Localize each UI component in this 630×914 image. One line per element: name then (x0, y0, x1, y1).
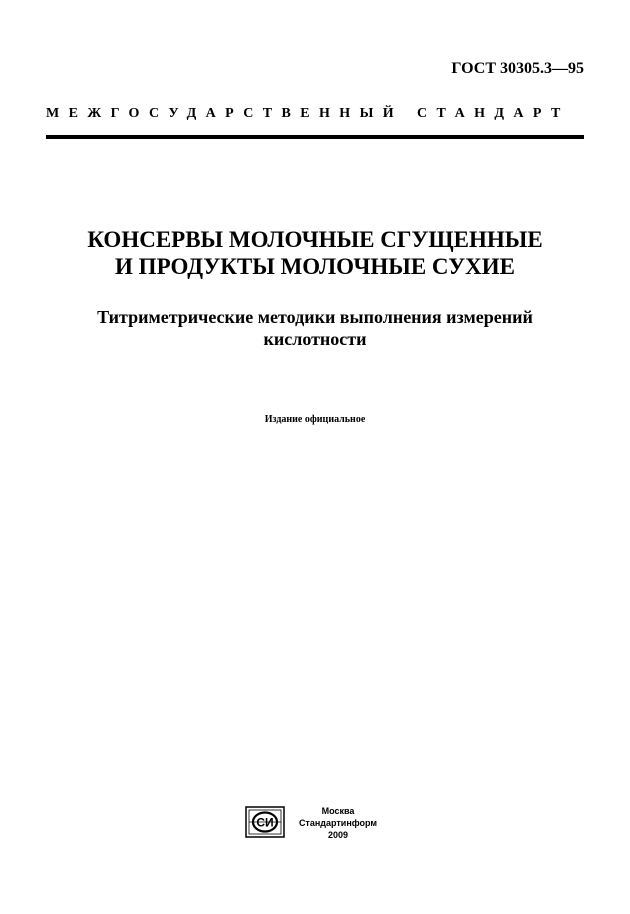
publisher-year: 2009 (327, 830, 349, 840)
subtitle-line-1: Титриметрические методики выполнения измерений (97, 307, 533, 327)
standard-type-word-1: МЕЖГОСУДАРСТВЕННЫЙ (46, 106, 404, 121)
logo-lettering: СИ (256, 815, 274, 830)
publisher-city: Москва (321, 806, 355, 816)
standard-type-word-2: СТАНДАРТ (417, 106, 570, 121)
standartinform-logo-icon (245, 806, 285, 838)
header-divider (46, 135, 584, 139)
standard-type-banner (46, 106, 584, 122)
main-title-line-2: И ПРОДУКТЫ МОЛОЧНЫЕ СУХИЕ (115, 254, 515, 279)
publisher-name: Стандартинформ (298, 818, 378, 828)
main-title (0, 226, 630, 280)
edition-note: Издание официальное (264, 414, 366, 425)
gost-code: ГОСТ 30305.3—95 (451, 60, 584, 77)
subtitle (0, 306, 630, 350)
subtitle-line-2: кислотности (263, 329, 367, 349)
publisher-block (296, 805, 380, 841)
main-title-line-1: КОНСЕРВЫ МОЛОЧНЫЕ СГУЩЕННЫЕ (87, 227, 543, 252)
